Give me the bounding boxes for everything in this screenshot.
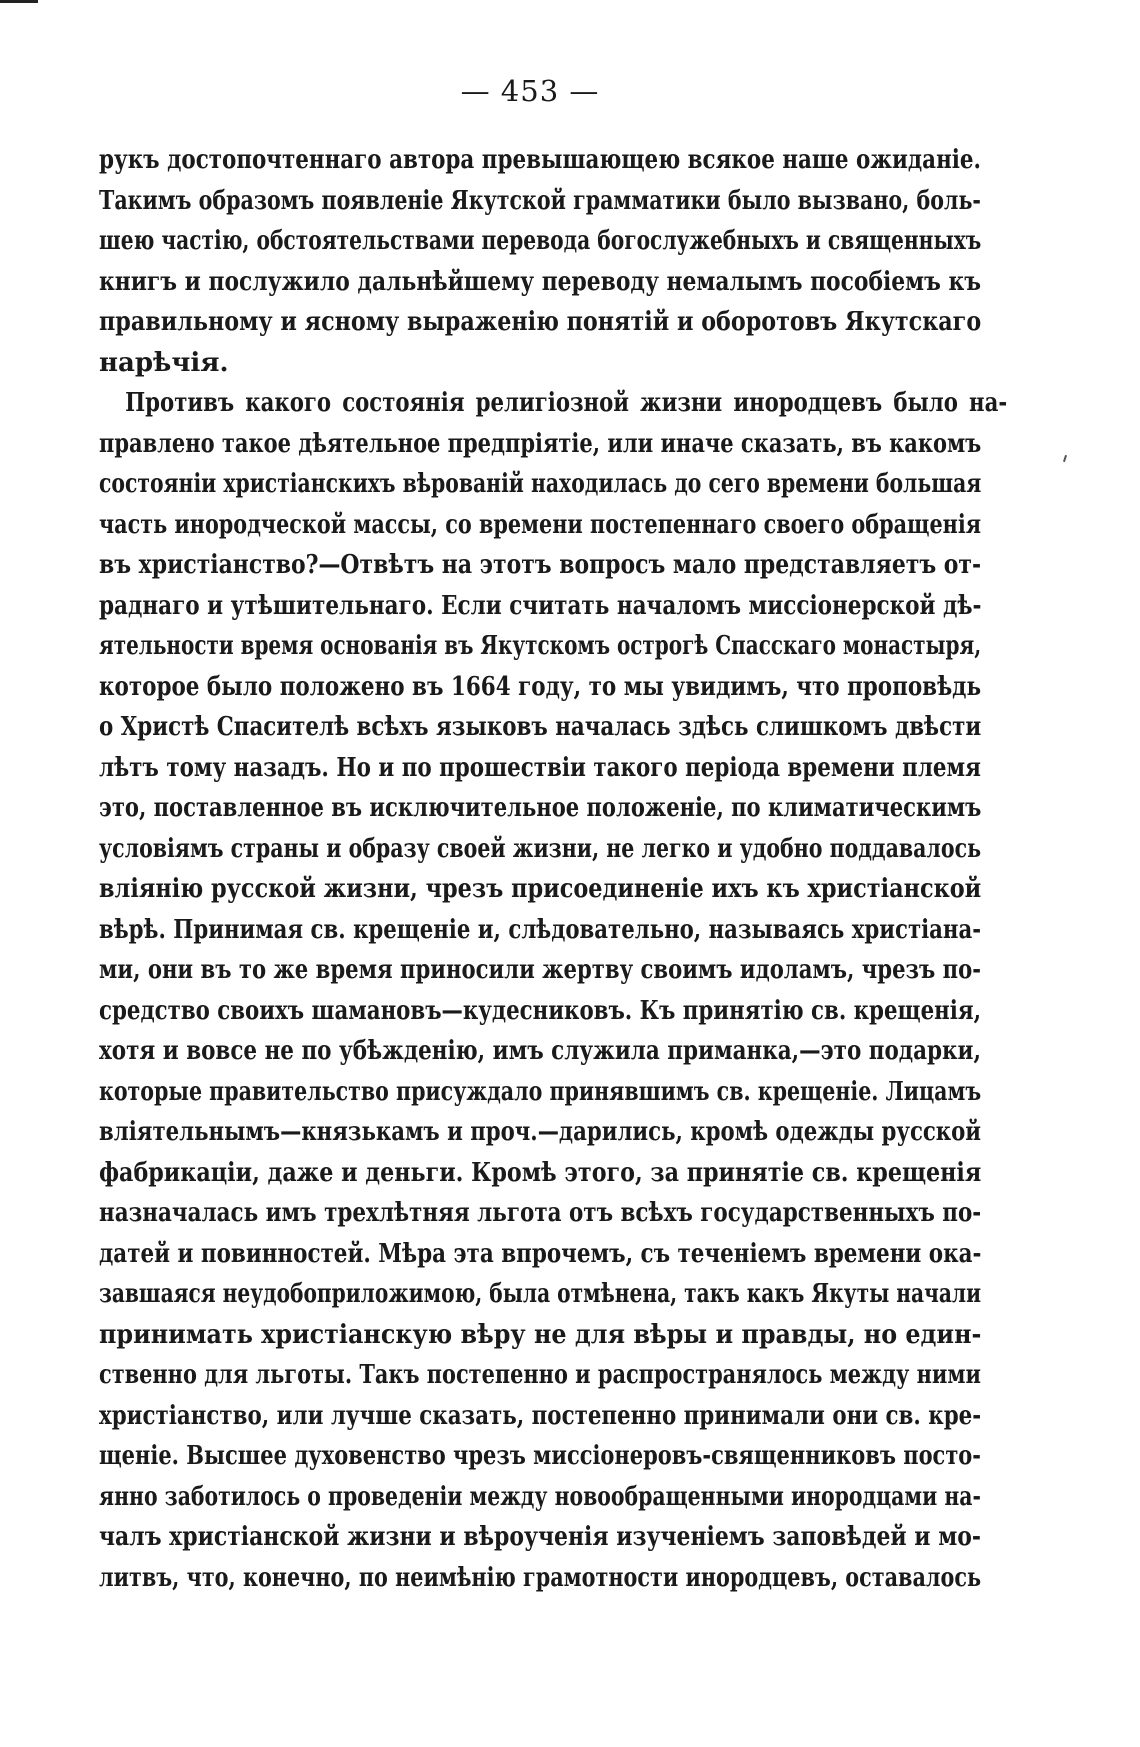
text-line: литвъ, что, конечно, по неимѣнію грамотности инородцевъ, оставалось xyxy=(99,1562,982,1593)
text-line: правлено такое дѣятельное предпріятіе, или иначе сказать, въ какомъ xyxy=(99,428,981,459)
text-line: щеніе. Высшее духовенство чрезъ миссіонеровъ-священниковъ посто- xyxy=(99,1441,981,1471)
text-line: христіанство, или лучше сказать, постепенно принимали они св. кре- xyxy=(99,1400,982,1431)
text-line: датей и повинностей. Мѣра эта впрочемъ, съ теченіемъ времени ока- xyxy=(99,1238,982,1269)
text-line: ми, они въ то же время приносили жертву своимъ идоламъ, чрезъ по- xyxy=(99,955,982,985)
paragraph-first-line: Противъ какого состоянія религіозной жизни инородцевъ было на- xyxy=(125,388,1008,418)
scan-edge-mark xyxy=(0,0,38,3)
text-line: средство своихъ шамановъ—кудесниковъ. Къ принятію св. крещенія, xyxy=(99,995,981,1026)
text-line: правильному и ясному выраженію понятій и оборотовъ Якутскаго xyxy=(99,307,982,337)
text-line: въ христіанство?—Отвѣтъ на этотъ вопросъ мало представляетъ от- xyxy=(99,550,981,580)
text-line: состояніи христіанскихъ вѣрованій находилась до сего времени большая xyxy=(99,469,981,499)
scan-speck xyxy=(1063,455,1067,462)
text-line: фабрикаціи, даже и деньги. Кромѣ этого, за принятіе св. крещенія xyxy=(99,1157,982,1188)
text-line: условіямъ страны и образу своей жизни, не легко и удобно поддавалось xyxy=(99,833,981,864)
text-line: рукъ достопочтеннаго автора превышающею всякое наше ожиданіе. xyxy=(99,145,982,175)
body-text xyxy=(99,140,1008,1598)
text-line: хотя и вовсе не по убѣжденію, имъ служила приманка,—это подарки, xyxy=(99,1036,981,1066)
text-line: Такимъ образомъ появленіе Якутской грамматики было вызвано, боль- xyxy=(99,185,981,216)
text-line: вліянію русской жизни, чрезъ присоединеніе ихъ къ христіанской xyxy=(99,874,982,904)
text-line: ятельности время основанія въ Якутскомъ острогѣ Спасскаго монастыря, xyxy=(99,631,981,661)
text-line: принимать христіанскую вѣру не для вѣры и правды, но един- xyxy=(99,1319,982,1350)
page-number: — 453 — xyxy=(460,74,600,108)
paragraph-last-line: нарѣчія. xyxy=(99,347,229,378)
text-line: раднаго и утѣшительнаго. Если считать началомъ миссіонерской дѣ- xyxy=(99,590,982,621)
text-line: ственно для льготы. Такъ постепенно и распространялось между ними xyxy=(99,1360,981,1390)
text-line: лѣтъ тому назадъ. Но и по прошествіи такого періода времени племя xyxy=(99,752,981,783)
text-line: книгъ и послужило дальнѣйшему переводу немалымъ пособіемъ къ xyxy=(99,266,981,297)
text-line: вліятельнымъ—князькамъ и проч.—дарились, кромѣ одежды русской xyxy=(99,1117,982,1147)
text-line: завшаяся неудобоприложимою, была отмѣнена, такъ какъ Якуты начали xyxy=(99,1279,981,1309)
text-line: часть инородческой массы, со времени постепеннаго своего обращенія xyxy=(99,509,982,540)
text-line: которые правительство присуждало принявшимъ св. крещеніе. Лицамъ xyxy=(99,1076,981,1107)
text-line: янно заботилось о проведеніи между новообращенными инородцами на- xyxy=(99,1481,982,1512)
text-line: которое было положено въ 1664 году, то мы увидимъ, что проповѣдь xyxy=(99,671,981,702)
text-line: вѣрѣ. Принимая св. крещеніе и, слѣдовательно, называясь христіана- xyxy=(99,914,982,945)
text-line: назначалась имъ трехлѣтняя льгота отъ всѣхъ государственныхъ по- xyxy=(99,1198,982,1228)
text-line: шею частію, обстоятельствами перевода богослужебныхъ и священныхъ xyxy=(99,226,982,256)
text-line: чалъ христіанской жизни и вѣроученія изученіемъ заповѣдей и мо- xyxy=(99,1522,981,1552)
text-line: это, поставленное въ исключительное положеніе, по климатическимъ xyxy=(99,793,982,823)
text-line: о Христѣ Спасителѣ всѣхъ языковъ началась здѣсь слишкомъ двѣсти xyxy=(99,712,982,742)
